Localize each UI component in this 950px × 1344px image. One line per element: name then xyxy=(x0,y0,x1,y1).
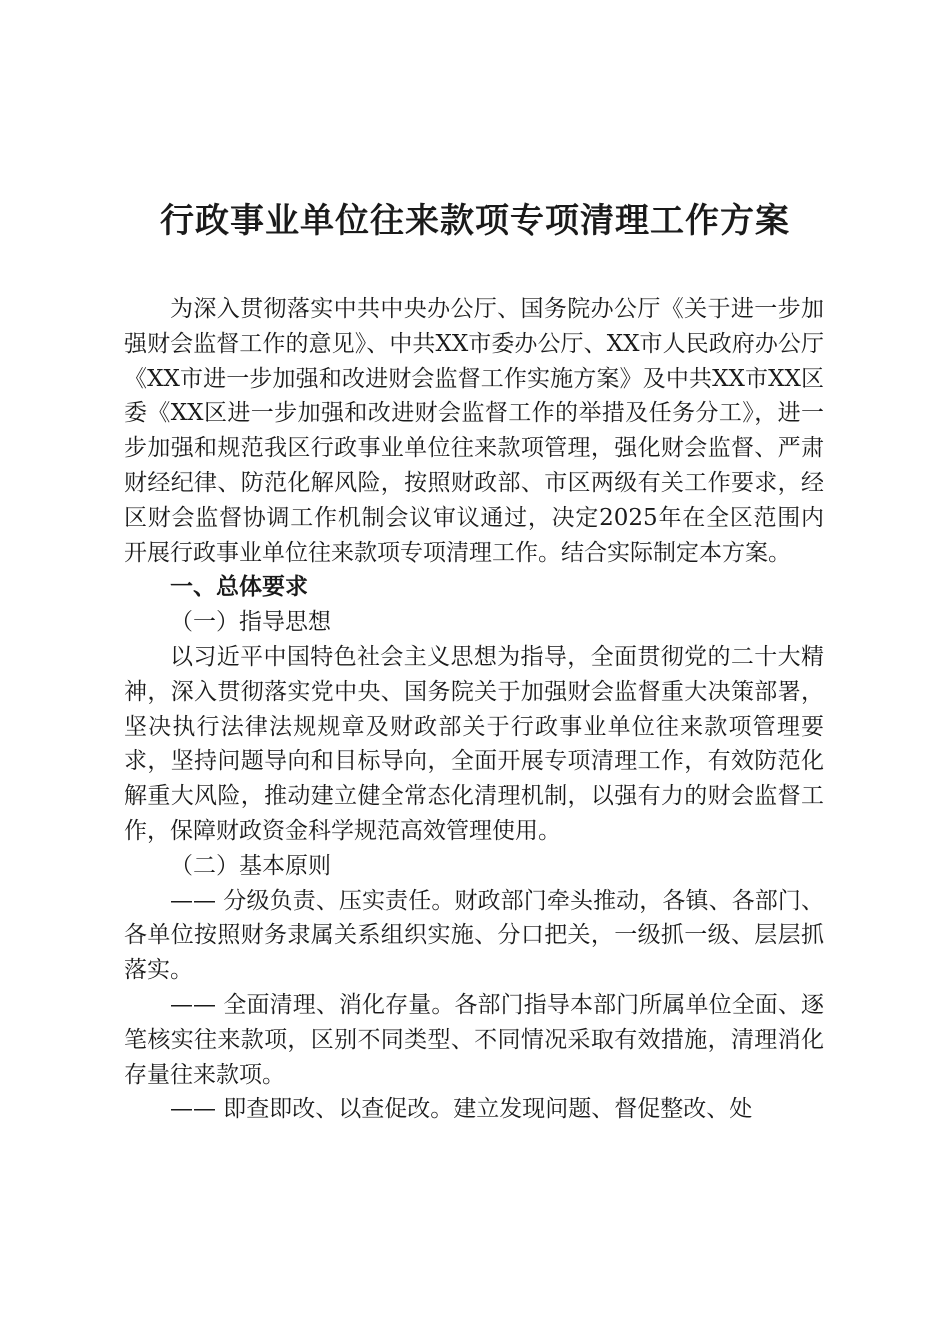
principle-paragraph-2: —— 全面清理、消化存量。各部门指导本部门所属单位全面、逐笔核实往来款项，区别不同类型、不同情况采取有效措施，清理消化存量往来款项。 xyxy=(124,991,824,1088)
document-body xyxy=(124,292,824,1127)
section-heading-general-requirements: 一、总体要求 xyxy=(170,574,308,601)
subsection-heading-basic-principles: （二）基本原则 xyxy=(170,852,331,879)
subsection-heading-guiding-ideology: （一）指导思想 xyxy=(170,609,331,636)
principle-paragraph-1: —— 分级负责、压实责任。财政部门牵头推动，各镇、各部门、各单位按照财务隶属关系组织实施、分口把关，一级抓一级、层层抓落实。 xyxy=(124,887,824,984)
intro-paragraph: 为深入贯彻落实中共中央办公厅、国务院办公厅《关于进一步加强财会监督工作的意见》、中共XX市委办公厅、XX市人民政府办公厅《XX市进一步加强和改进财会监督工作实施方案》及中共XX市XX区委《XX区进一步加强和改进财会监督工作的举措及任务分工》，进一步加强和规范我区行政事业单位往来款项管理，强化财会监督、严肃财经纪律、防范化解风险，按照财政部、市区两级有关工作要求，经区财会监督协调工作机制会议审议通过，决定2025年在全区范围内开展行政事业单位往来款项专项清理工作。结合实际制定本方案。 xyxy=(124,296,824,566)
document-title: 行政事业单位往来款项专项清理工作方案 xyxy=(160,201,790,241)
guiding-ideology-paragraph: 以习近平中国特色社会主义思想为指导，全面贯彻党的二十大精神，深入贯彻落实党中央、国务院关于加强财会监督重大决策部署，坚决执行法律法规规章及财政部关于行政事业单位往来款项管理要求，坚持问题导向和目标导向，全面开展专项清理工作，有效防范化解重大风险，推动建立健全常态化清理机制，以强有力的财会监督工作，保障财政资金科学规范高效管理使用。 xyxy=(124,643,824,844)
principle-paragraph-3: —— 即查即改、以查促改。建立发现问题、督促整改、处 xyxy=(170,1096,753,1123)
